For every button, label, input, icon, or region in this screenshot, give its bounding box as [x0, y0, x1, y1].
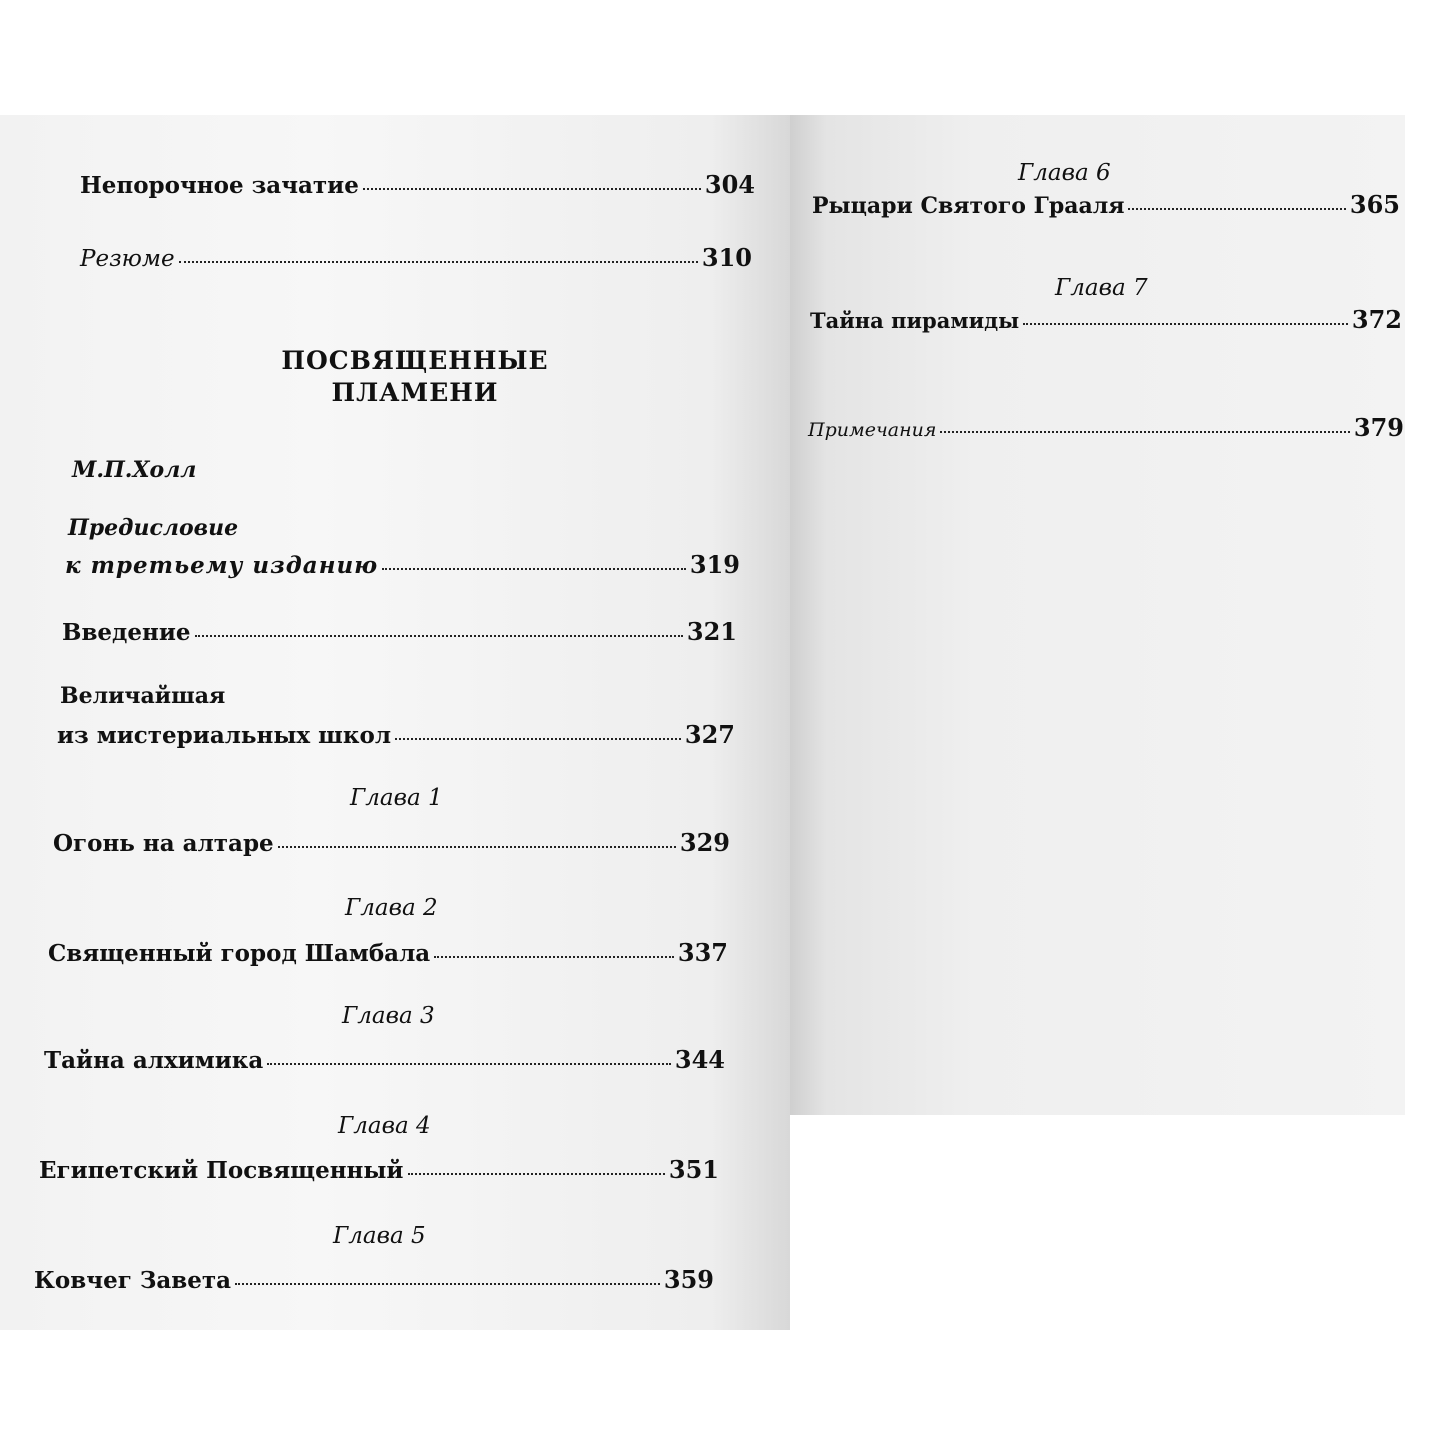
chapter-heading: Глава 4	[338, 1113, 431, 1139]
chapter-heading: Глава 5	[333, 1223, 426, 1249]
dot-leader	[382, 568, 686, 570]
toc-entry-label: Египетский Посвященный	[39, 1157, 404, 1184]
toc-entry	[80, 170, 755, 199]
toc-entry-label: Священный город Шамбала	[48, 940, 431, 967]
dot-leader	[195, 635, 683, 637]
chapter-heading: Глава 3	[342, 1003, 435, 1029]
dot-leader	[267, 1063, 671, 1065]
toc-entry-label: Примечания	[808, 419, 937, 441]
toc-entry-label: Непорочное зачатие	[80, 172, 359, 199]
toc-entry	[65, 550, 740, 579]
toc-entry	[808, 413, 1404, 442]
toc-entry-label: Тайна алхимика	[44, 1047, 264, 1074]
dot-leader	[278, 846, 676, 848]
toc-entry	[34, 1265, 714, 1294]
dot-leader	[1023, 323, 1348, 325]
toc-entry-label-line2: из мистериальных школ	[57, 722, 392, 749]
section-title	[240, 345, 590, 409]
dot-leader	[235, 1283, 660, 1285]
toc-entry	[48, 938, 728, 967]
dot-leader	[395, 738, 681, 740]
toc-entry-page: 304	[704, 170, 755, 199]
toc-entry-label: Огонь на алтаре	[53, 830, 274, 857]
chapter-heading: Глава 1	[350, 785, 443, 811]
toc-entry-label: Резюме	[80, 246, 175, 272]
section-title-line: ПОСВЯЩЕННЫЕ	[281, 346, 549, 375]
toc-entry	[810, 305, 1402, 334]
section-title-line: ПЛАМЕНИ	[331, 378, 499, 407]
toc-entry-label: Введение	[62, 619, 191, 646]
toc-entry-page: 310	[701, 243, 752, 272]
toc-entry	[62, 617, 737, 646]
toc-entry-page: 359	[663, 1265, 714, 1294]
toc-entry-page: 372	[1351, 305, 1402, 334]
toc-entry-page: 337	[677, 938, 728, 967]
dot-leader	[434, 956, 674, 958]
toc-entry-page: 351	[668, 1155, 719, 1184]
toc-entry-label: Ковчег Завета	[34, 1267, 232, 1294]
dot-leader	[1128, 208, 1345, 210]
toc-entry-page: 321	[686, 617, 737, 646]
toc-entry	[812, 190, 1400, 219]
toc-entry-label: Тайна пирамиды	[810, 308, 1020, 333]
dot-leader	[940, 431, 1349, 433]
toc-entry-page: 329	[679, 828, 730, 857]
toc-entry-page: 319	[689, 550, 740, 579]
toc-entry-page: 379	[1353, 413, 1404, 442]
chapter-heading: Глава 7	[1055, 275, 1148, 301]
toc-entry-label-line1: Величайшая	[60, 683, 226, 709]
toc-entry-page: 344	[674, 1045, 725, 1074]
toc-entry	[39, 1155, 719, 1184]
toc-entry-page: 365	[1349, 190, 1400, 219]
toc-entry	[80, 243, 752, 272]
toc-entry	[44, 1045, 725, 1074]
preface-title-line2: к третьему изданию	[65, 552, 379, 579]
toc-entry	[57, 720, 735, 749]
toc-entry	[53, 828, 730, 857]
right-page	[790, 115, 1405, 1115]
dot-leader	[179, 261, 698, 263]
left-page	[0, 115, 790, 1330]
toc-entry-page: 327	[684, 720, 735, 749]
dot-leader	[363, 188, 701, 190]
author-name: М.П.Холл	[72, 457, 197, 483]
chapter-heading: Глава 2	[345, 895, 438, 921]
chapter-heading: Глава 6	[1018, 160, 1111, 186]
preface-title-line1: Предисловие	[68, 515, 239, 541]
toc-entry-label: Рыцари Святого Грааля	[812, 193, 1125, 219]
dot-leader	[408, 1173, 665, 1175]
